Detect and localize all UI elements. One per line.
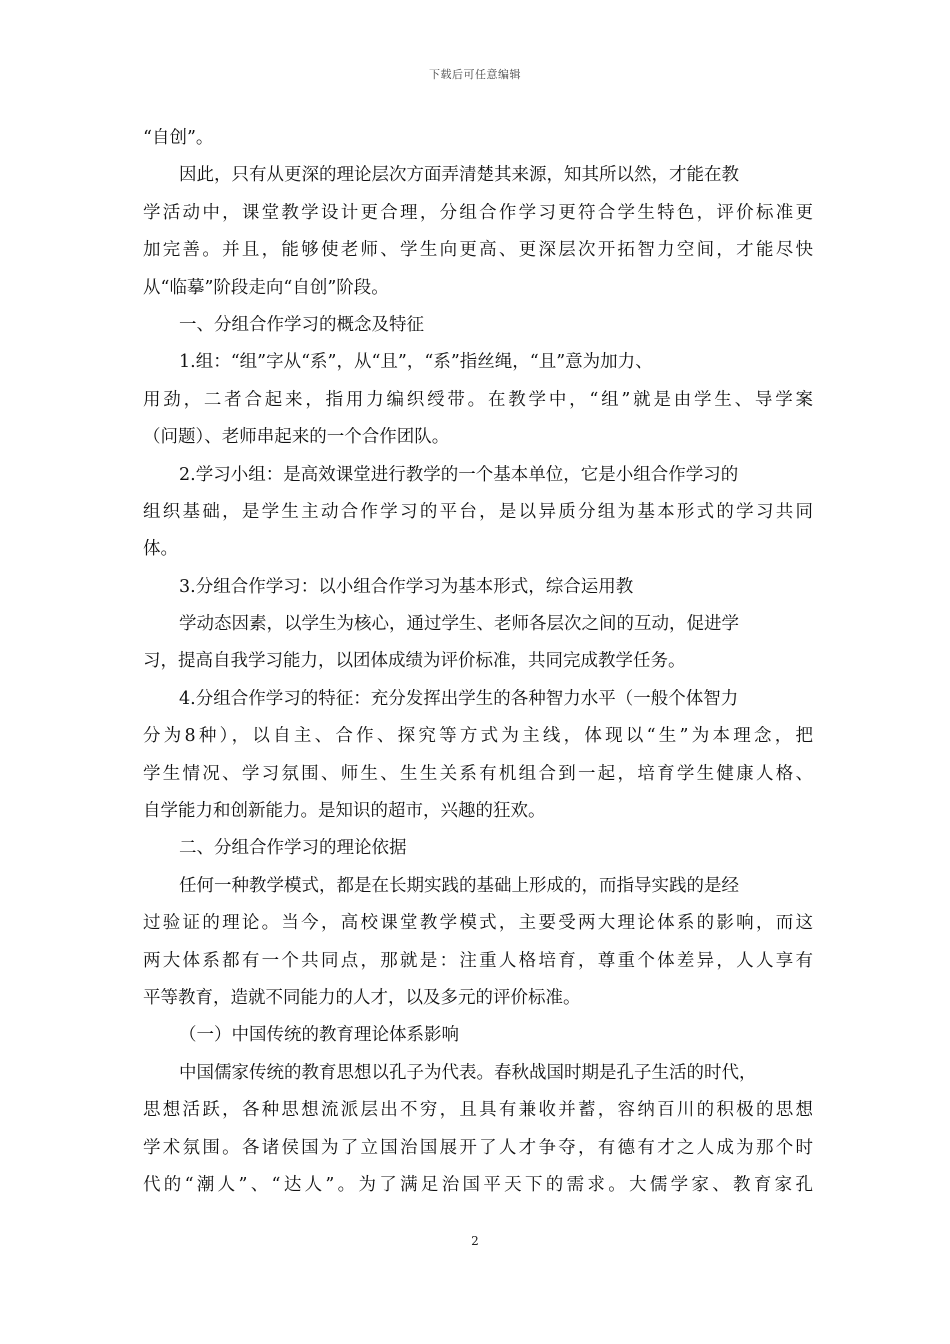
text-line: 3.分组合作学习：以小组合作学习为基本形式，综合运用教 <box>179 576 634 597</box>
page-number: 2 <box>471 1234 479 1248</box>
document-body <box>143 120 813 1204</box>
text-line: 加完善。并且，能够使老师、学生向更高、更深层次开拓智力空间，才能尽快 <box>143 240 813 261</box>
text-line: （问题）、老师串起来的一个合作团队。 <box>143 427 450 448</box>
text-line: 1.组：“组”字从“系”，从“且”，“系”指丝绳，“且”意为加力、 <box>179 352 653 373</box>
text-line: 习，提高自我学习能力，以团体成绩为评价标准，共同完成教学任务。 <box>143 651 686 672</box>
text-line: 两大体系都有一个共同点，那就是：注重人格培育，尊重个体差异，人人享有 <box>143 950 813 971</box>
text-line: “自创”。 <box>143 128 214 148</box>
text-line: 组织基础，是学生主动合作学习的平台，是以异质分组为基本形式的学习共同 <box>143 501 813 522</box>
text-line: 思想活跃，各种思想流派层出不穷，且具有兼收并蓄，容纳百川的积极的思想 <box>143 1100 813 1121</box>
text-line: 学活动中，课堂教学设计更合理，分组合作学习更符合学生特色，评价标准更 <box>143 202 813 223</box>
text-line: 中国儒家传统的教育思想以孔子为代表。春秋战国时期是孔子生活的时代， <box>179 1062 757 1083</box>
page-header: 下载后可任意编辑 <box>429 68 521 81</box>
text-line: 因此，只有从更深的理论层次方面弄清楚其来源，知其所以然，才能在教 <box>179 165 739 186</box>
text-line: 分为8种），以自主、合作、探究等方式为主线，体现以“生”为本理念，把 <box>143 726 813 747</box>
section-heading: 二、分组合作学习的理论依据 <box>179 838 407 859</box>
text-line: 平等教育，造就不同能力的人才，以及多元的评价标准。 <box>143 987 581 1008</box>
text-line: 用劲，二者合起来，指用力编织绶带。在教学中，“组”就是由学生、导学案 <box>143 389 813 410</box>
text-line: 学动态因素，以学生为核心，通过学生、老师各层次之间的互动，促进学 <box>179 614 739 635</box>
text-line: 任何一种教学模式，都是在长期实践的基础上形成的，而指导实践的是经 <box>179 875 739 896</box>
text-line: 自学能力和创新能力。是知识的超市，兴趣的狂欢。 <box>143 801 546 822</box>
subsection-heading: （一）中国传统的教育理论体系影响 <box>179 1025 459 1046</box>
section-heading: 一、分组合作学习的概念及特征 <box>179 314 424 335</box>
text-line: 代的“潮人”、“达人”。为了满足治国平天下的需求。大儒学家、教育家孔 <box>143 1174 813 1195</box>
text-line: 过验证的理论。当今，高校课堂教学模式，主要受两大理论体系的影响，而这 <box>143 913 813 934</box>
text-line: 从“临摹”阶段走向“自创”阶段。 <box>143 277 389 298</box>
text-line: 学生情况、学习氛围、师生、生生关系有机组合到一起，培育学生健康人格、 <box>143 763 813 784</box>
text-line: 体。 <box>143 539 178 560</box>
text-line: 2.学习小组：是高效课堂进行教学的一个基本单位，它是小组合作学习的 <box>179 464 739 485</box>
text-line: 4.分组合作学习的特征：充分发挥出学生的各种智力水平（一般个体智力 <box>179 688 739 709</box>
text-line: 学术氛围。各诸侯国为了立国治国展开了人才争夺，有德有才之人成为那个时 <box>143 1137 813 1158</box>
